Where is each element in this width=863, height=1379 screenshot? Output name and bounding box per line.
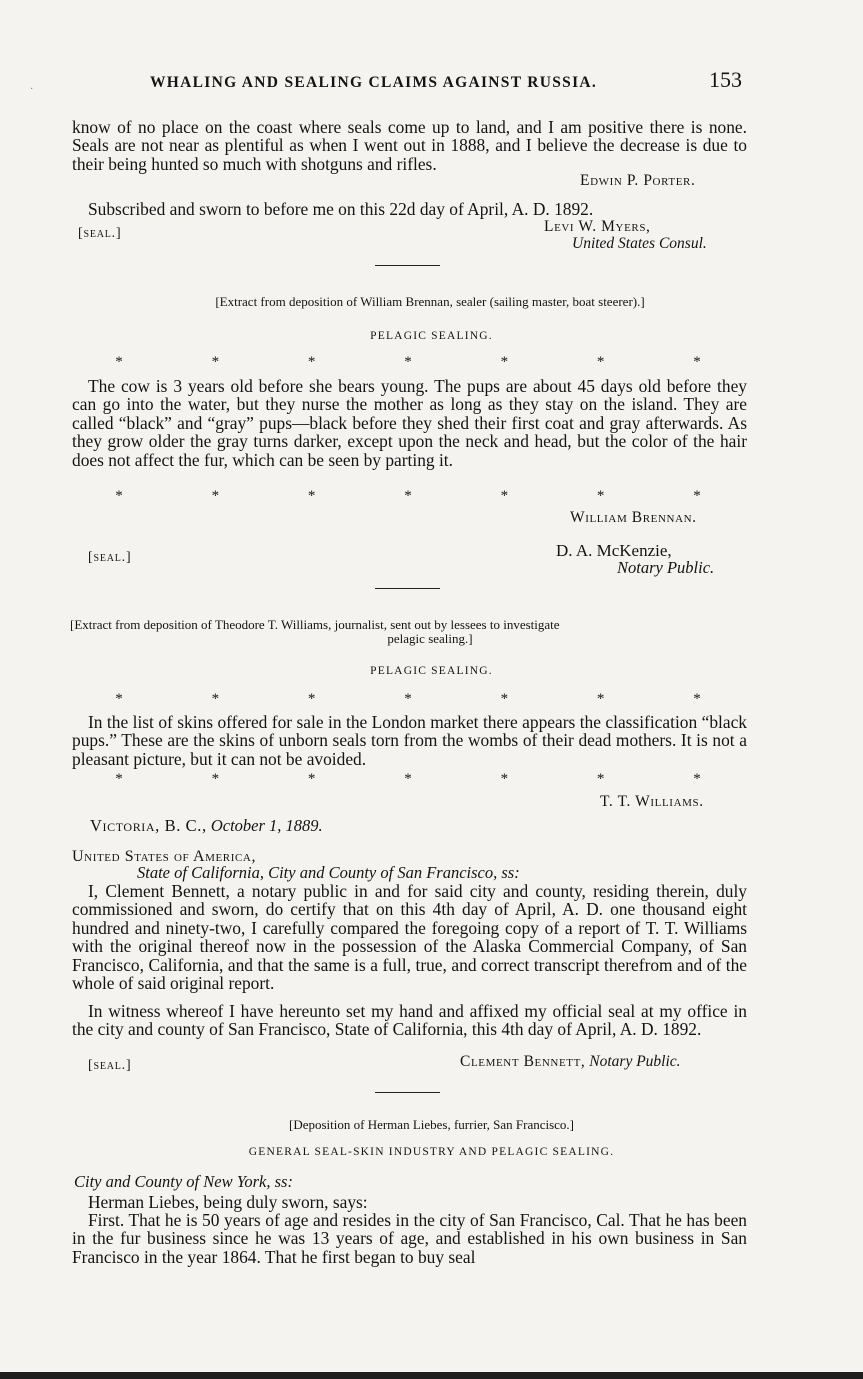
ellipsis-star: *: [211, 354, 220, 370]
ellipsis-star: *: [693, 691, 701, 707]
liebes-subheading: GENERAL SEAL-SKIN INDUSTRY AND PELAGIC SEALING.: [248, 1146, 615, 1158]
ellipsis-star: *: [693, 354, 701, 370]
ellipsis-star: *: [596, 354, 605, 370]
header-title: WHALING AND SEALING CLAIMS AGAINST RUSSIA.: [150, 74, 598, 91]
williams-extract-line2: pelagic sealing.]: [387, 631, 473, 646]
liebes-sworn: Herman Liebes, being duly sworn, says:: [88, 1192, 368, 1212]
ellipsis-star: *: [115, 354, 123, 370]
ellipsis-star: *: [307, 488, 316, 504]
ellipsis-star: *: [307, 771, 316, 787]
ellipsis-star: *: [115, 691, 123, 707]
porter-signature: Edwin P. Porter.: [580, 172, 696, 189]
williams-stars-bottom: [113, 771, 703, 788]
williams-date: October 1, 1889.: [210, 816, 323, 835]
bennett-signature-name: Clement Bennett,: [460, 1053, 586, 1070]
porter-officer-title: United States Consul.: [572, 235, 707, 252]
bennett-jurisdiction: State of California, City and County of San Francisco, ss:: [137, 863, 520, 882]
brennan-seal: [seal.]: [88, 550, 132, 565]
porter-seal: [seal.]: [78, 226, 122, 241]
bennett-certificate: I, Clement Bennett, a notary public in and for said city and county, residing therein, duly commissioned and sworn, do certify that on this 4th day of April, A. D. one thousand eight hundred and ninety-two, I carefully compared the foregoing copy of a report of T. T. Williams with the original thereof now in the possession of the Alaska Commercial Company, of San Francisco, California, and that the same is a full, true, and correct transcript therefrom and of the whole of said original report.: [72, 881, 747, 994]
williams-signature: T. T. Williams.: [600, 793, 704, 810]
williams-body: In the list of skins offered for sale in the London market there appears the classification “black pups.” These are the skins of unborn seals torn from the wombs of their dead mothers. It is not a pleasant picture, but it can not be avoided.: [72, 712, 747, 769]
section-rule: [375, 265, 440, 266]
liebes-venue: [74, 1172, 293, 1192]
page-number: 153: [709, 67, 742, 92]
ellipsis-star: *: [500, 771, 509, 787]
porter-subscribed: Subscribed and sworn to before me on this 22d day of April, A. D. 1892.: [88, 199, 594, 219]
williams-dateline: [90, 816, 323, 836]
ellipsis-star: *: [500, 691, 509, 707]
brennan-extract: [Extract from deposition of William Brennan, sealer (sailing master, boat steerer).]: [215, 294, 645, 309]
williams-subheading: PELAGIC SEALING.: [370, 665, 493, 677]
ellipsis-star: *: [404, 488, 412, 504]
ellipsis-star: *: [307, 691, 316, 707]
brennan-notary-name: D. A. McKenzie,: [556, 541, 672, 560]
ellipsis-star: *: [596, 691, 605, 707]
section-rule: [375, 1092, 440, 1093]
williams-place: Victoria, B. C.,: [90, 816, 207, 835]
williams-extract-line1: [Extract from deposition of Theodore T. Williams, journalist, sent out by lessees to investigate: [70, 617, 560, 632]
ellipsis-star: *: [500, 488, 509, 504]
ellipsis-star: *: [307, 354, 316, 370]
brennan-stars-top: [113, 354, 703, 371]
ellipsis-star: *: [211, 488, 220, 504]
ellipsis-star: *: [211, 691, 220, 707]
scan-speck: ·: [30, 84, 34, 95]
scan-edge-bar: [0, 1372, 863, 1379]
bennett-seal: [seal.]: [88, 1058, 132, 1073]
ellipsis-star: *: [404, 771, 412, 787]
liebes-first: First. That he is 50 years of age and resides in the city of San Francisco, Cal. That he has been in the fur business since he was 13 years of age, and established in his own business in San Francisco in the year 1864. That he first began to buy seal: [72, 1210, 747, 1267]
ellipsis-star: *: [115, 771, 123, 787]
bennett-signature-title: Notary Public.: [589, 1053, 681, 1070]
porter-continuation: know of no place on the coast where seals come up to land, and I am positive there is none. Seals are not near as plentiful as when I went out in 1888, and I believe the decrease is due to their being hunted so much with shotguns and rifles.: [72, 117, 747, 174]
ellipsis-star: *: [596, 771, 605, 787]
bennett-country: United States of America,: [72, 848, 257, 865]
brennan-subheading: PELAGIC SEALING.: [370, 330, 493, 342]
liebes-jurisdiction: City and County of New York,: [74, 1172, 271, 1191]
liebes-heading: [Deposition of Herman Liebes, furrier, San Francisco.]: [288, 1117, 575, 1132]
ellipsis-star: *: [404, 691, 412, 707]
ellipsis-star: *: [596, 488, 605, 504]
liebes-ss: ss:: [274, 1172, 293, 1191]
bennett-witness: In witness whereof I have hereunto set my hand and affixed my official seal at my office in the city and county of San Francisco, State of California, this 4th day of April, A. D. 1892.: [72, 1001, 747, 1040]
ellipsis-star: *: [404, 354, 412, 370]
brennan-notary-title: Notary Public.: [617, 558, 715, 577]
brennan-stars-bottom: [113, 488, 703, 505]
section-rule: [375, 588, 440, 589]
ellipsis-star: *: [500, 354, 509, 370]
brennan-body: The cow is 3 years old before she bears young. The pups are about 45 days old before they can go into the water, but they nurse the mother as long as they stay on the island. They are called “black” and “gray” pups—black before they shed their first coat and gray afterwards. As they grow older the gray turns darker, except upon the neck and head, but the color of the hair does not affect the fur, which can be seen by parting it.: [72, 376, 747, 470]
bennett-signature: [460, 1053, 681, 1071]
brennan-signature: William Brennan.: [570, 509, 697, 526]
ellipsis-star: *: [115, 488, 123, 504]
ellipsis-star: *: [693, 771, 701, 787]
ellipsis-star: *: [211, 771, 220, 787]
running-header: [150, 67, 742, 92]
porter-officer-name: Levi W. Myers,: [544, 218, 651, 235]
ellipsis-star: *: [693, 488, 701, 504]
williams-stars-top: [113, 691, 703, 708]
